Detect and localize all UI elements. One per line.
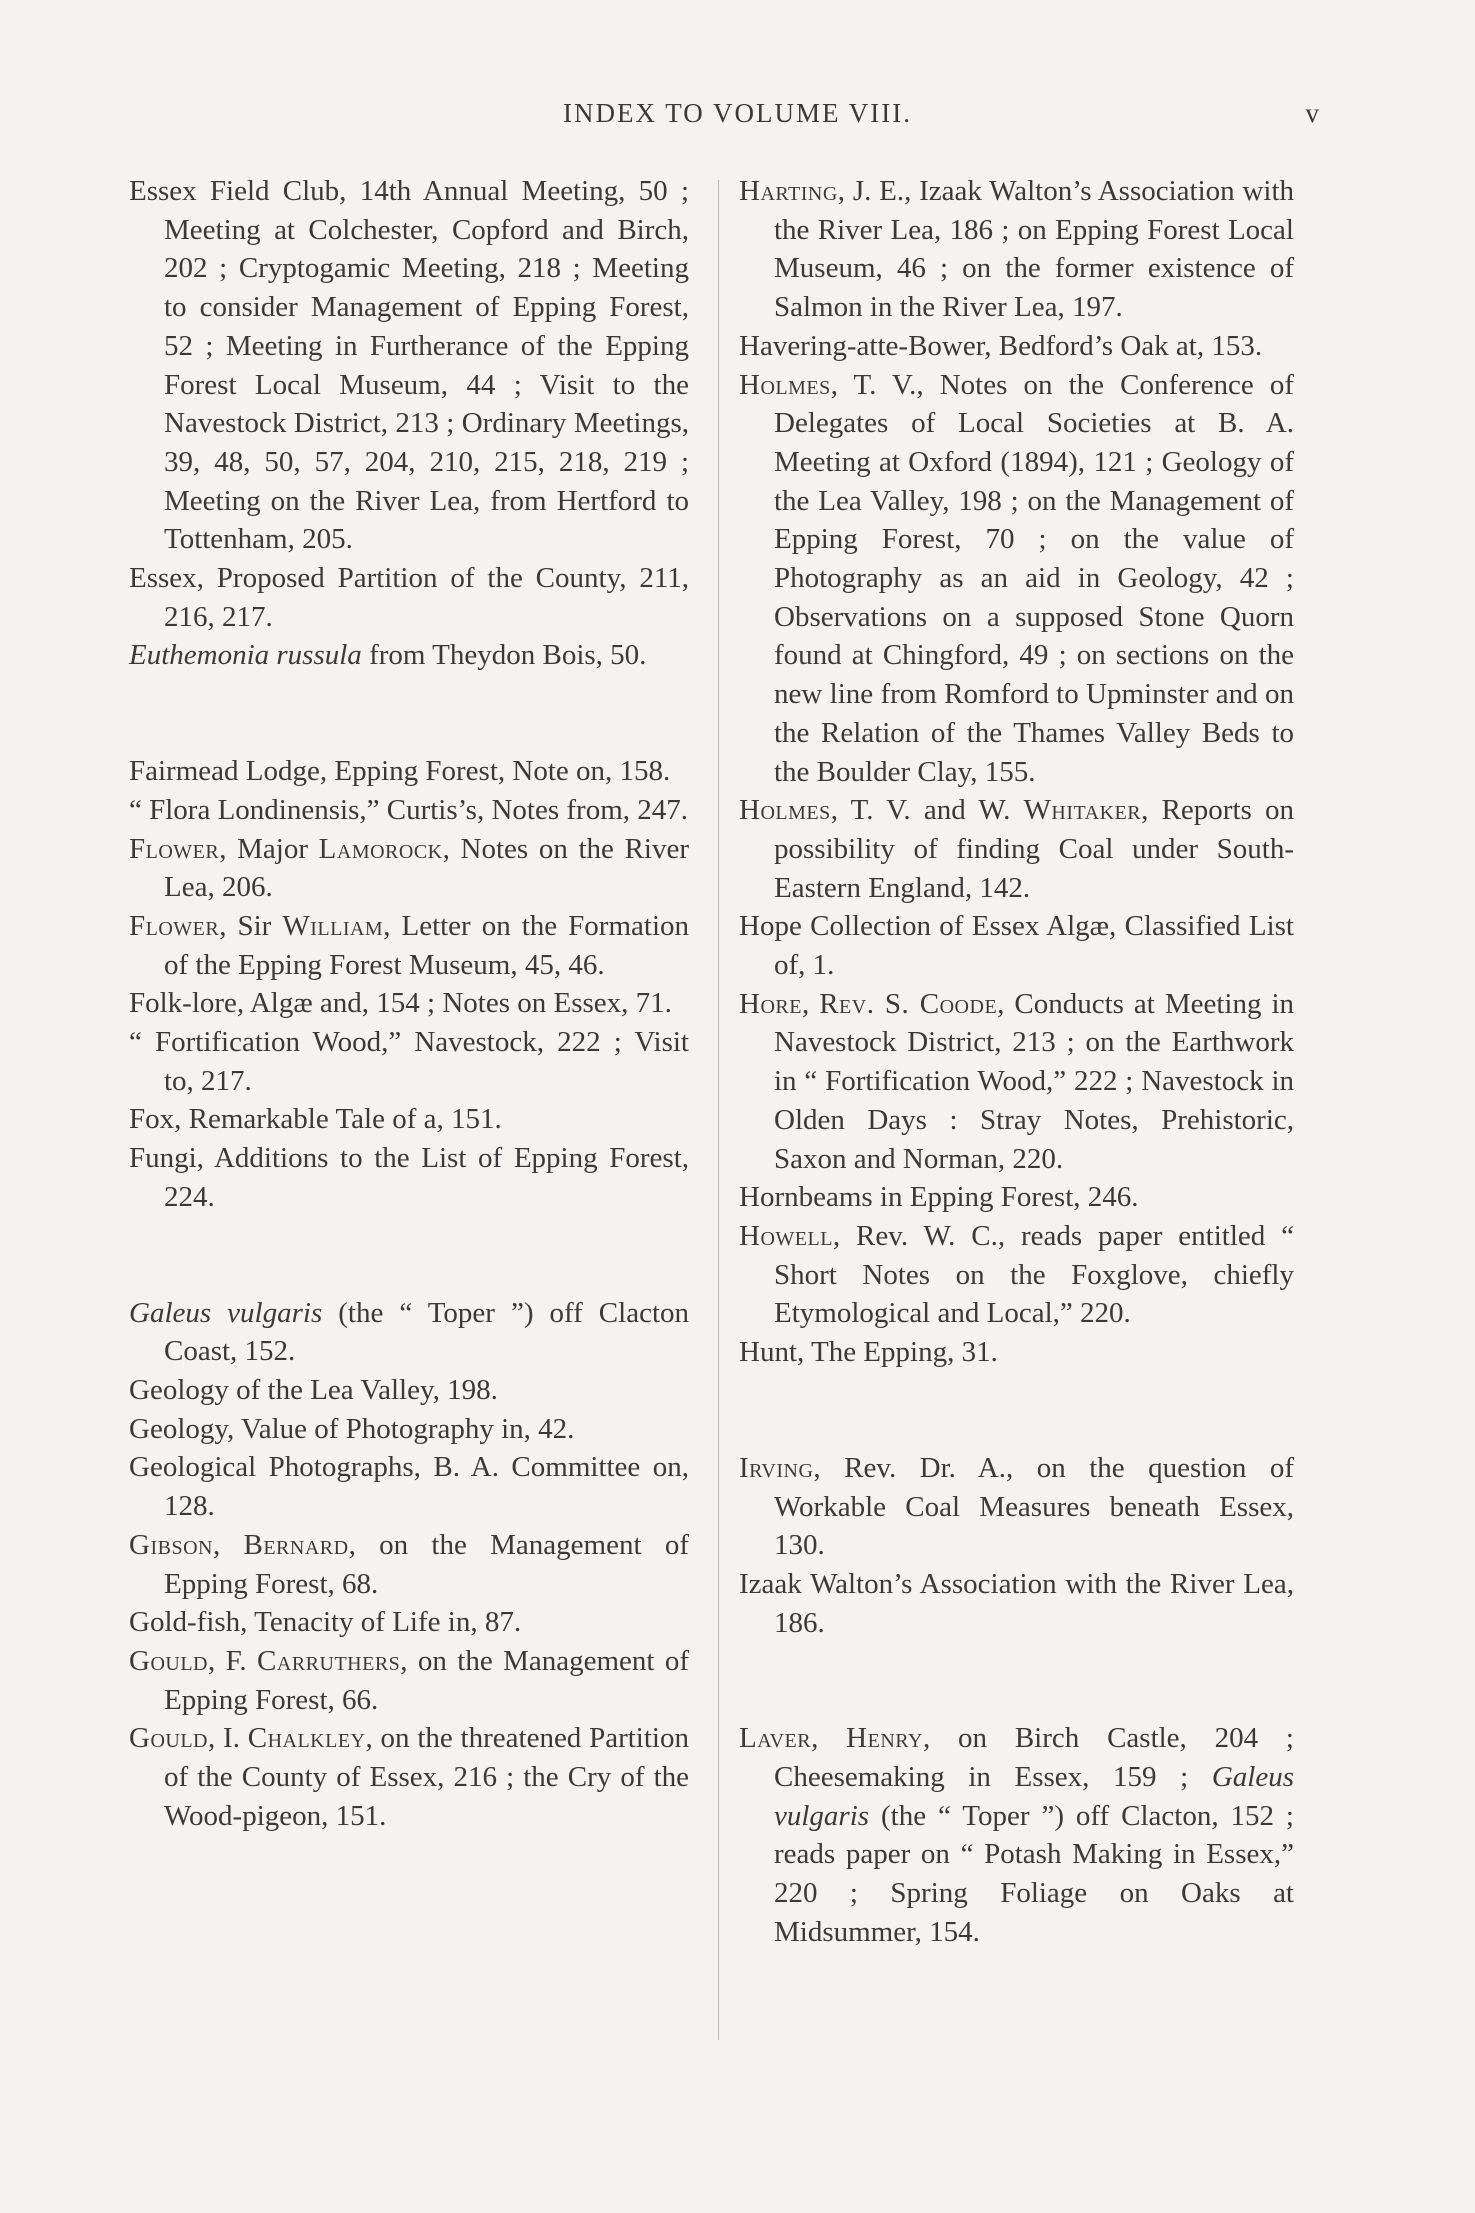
entry-text: , Conducts at Meeting in Navestock District, 213 ; on the Earthwork in “ Fortification Wood,” 222 ; Navestock in Olden Days : Stray Notes, Prehistoric, Saxon and Norman, 220.: [774, 987, 1295, 1175]
entry-text: Gold-fish, Tenacity of Life in, 87.: [129, 1606, 522, 1639]
index-entry: [739, 1178, 1294, 1217]
entry-text: “ Flora Londinensis,” Curtis’s, Notes from, 247.: [129, 793, 689, 826]
index-entry: [739, 1565, 1294, 1642]
entry-text: ,: [212, 1528, 244, 1561]
entry-name: Bernard: [243, 1528, 349, 1561]
section-gap: [129, 1217, 689, 1294]
entry-text: Hunt, The Epping, 31.: [739, 1336, 998, 1369]
index-entry: [739, 907, 1294, 984]
index-entry: [129, 830, 689, 907]
entry-text: (the “ Toper ”) off Clacton, 152 ; reads paper on “ Potash Making in Essex,” 220 ; Spring Foliage on Oaks at Midsummer, 154.: [774, 1799, 1294, 1948]
entry-text: , J. E., Izaak Walton’s Association with the River Lea, 186 ; on Epping Forest Local Museum, 46 ; on the former existence of Salmon in the River Lea, 197.: [774, 175, 1294, 324]
index-entry: [129, 1719, 689, 1835]
entry-text: Havering-atte-Bower, Bedford’s Oak at, 153.: [739, 329, 1263, 362]
entry-name: Henry: [846, 1722, 923, 1755]
entry-text: Fairmead Lodge, Epping Forest, Note on, 158.: [129, 755, 671, 788]
entry-text: , on the Management of Epping Forest, 68.: [164, 1528, 689, 1600]
entry-text: , I.: [208, 1722, 248, 1755]
index-column-right: [739, 172, 1294, 1952]
index-entry: [129, 1526, 689, 1603]
index-entry: [129, 1139, 689, 1216]
index-entry: [129, 1100, 689, 1139]
entry-name: Lamorock: [318, 832, 443, 865]
entry-text: Geological Photographs, B. A. Committee on, 128.: [129, 1451, 689, 1523]
entry-species: Euthemonia russula: [129, 639, 362, 672]
entry-text: , Letter on the Formation of the Epping Forest Museum, 45, 46.: [164, 909, 689, 981]
section-gap: [739, 1372, 1294, 1449]
entry-text: Fox, Remarkable Tale of a, 151.: [129, 1103, 502, 1136]
entry-text: Hornbeams in Epping Forest, 246.: [739, 1181, 1139, 1214]
index-entry: [739, 172, 1294, 327]
index-entry: [739, 1333, 1294, 1372]
index-entry: [129, 907, 689, 984]
index-entry: [739, 366, 1294, 792]
entry-text: , Rev. W. C., reads paper entitled “ Short Notes on the Foxglove, chiefly Etymological and Local,” 220.: [774, 1219, 1294, 1330]
entry-name: Holmes: [739, 368, 831, 401]
entry-name: Hore: [739, 987, 802, 1020]
entry-text: , Notes on the River Lea, 206.: [164, 832, 690, 904]
entry-name: Rev. S. Coode: [819, 987, 998, 1020]
index-entry: [129, 172, 689, 559]
entry-text: , Reports on possibility of finding Coal under South-Eastern England, 142.: [774, 794, 1294, 904]
index-entry: [739, 1719, 1294, 1951]
entry-text: , on the threatened Partition of the County of Essex, 216 ; the Cry of the Wood-pigeon, 151.: [164, 1722, 689, 1832]
entry-name: Howell: [739, 1219, 833, 1252]
entry-species: Galeus vulgaris: [129, 1296, 323, 1329]
entry-name: Laver: [739, 1722, 812, 1755]
entry-name: Carruthers: [257, 1644, 401, 1677]
index-entry: [129, 1448, 689, 1525]
column-divider: [718, 180, 719, 2040]
index-entry: [129, 1642, 689, 1719]
index-entry: [129, 1294, 689, 1371]
index-entry: [129, 1023, 689, 1100]
entry-name: Harting: [739, 175, 838, 207]
entry-text: Hope Collection of Essex Algæ, Classified List of, 1.: [739, 910, 1294, 982]
index-entry: [129, 752, 689, 791]
page-number: v: [1305, 98, 1319, 128]
index-entry: [129, 1603, 689, 1642]
running-title: INDEX TO VOLUME VIII.: [563, 98, 912, 128]
entry-name: Holmes: [739, 794, 831, 827]
entry-text: “ Fortification Wood,” Navestock, 222 ; Visit to, 217.: [129, 1026, 689, 1097]
entry-text: , Sir: [219, 909, 283, 942]
index-entry: [129, 1371, 689, 1410]
entry-name: Gibson: [129, 1528, 213, 1561]
entry-name: Gould: [129, 1644, 208, 1677]
entry-name: Chalkley: [247, 1722, 366, 1755]
entry-species: Galeus vulgaris: [774, 1761, 1294, 1832]
entry-text: , Major: [219, 832, 319, 865]
section-gap: [129, 675, 689, 752]
entry-text: Essex, Proposed Partition of the County, 211, 216, 217.: [129, 562, 689, 633]
entry-name: Gould: [129, 1722, 208, 1755]
index-entry: [739, 327, 1294, 366]
entry-name: Irving: [739, 1451, 814, 1484]
entry-name: William: [282, 909, 384, 942]
entry-name: Whitaker: [1023, 794, 1142, 827]
index-entry: [129, 559, 689, 636]
index-entry: [739, 1449, 1294, 1565]
index-entry: [129, 1410, 689, 1449]
entry-text: , on the Management of Epping Forest, 66.: [164, 1644, 689, 1716]
entry-name: Flower: [129, 909, 220, 942]
entry-text: Essex Field Club, 14th Annual Meeting, 50 ; Meeting at Colchester, Copford and Birch, 202 ; Cryptogamic Meeting, 218 ; Meeting to consider Management of Epping Forest, 52 ; Meeting in Furtherance of the Epping Forest Local Museum, 44 ; Visit to the Navestock District, 213 ; Ordinary Meetings, 39, 48, 50, 57, 204, 210, 215, 218, 219 ; Meeting on the River Lea, from Hertford to Tottenham, 205.: [129, 175, 689, 556]
entry-text: ,: [811, 1722, 847, 1755]
entry-text: Izaak Walton’s Association with the River Lea, 186.: [739, 1567, 1294, 1639]
index-entry: [129, 984, 689, 1023]
entry-text: (the “ Toper ”) off Clacton Coast, 152.: [164, 1296, 689, 1368]
entry-name: Flower: [129, 832, 220, 865]
entry-text: , F.: [208, 1644, 258, 1677]
entry-text: Folk-lore, Algæ and, 154 ; Notes on Essex, 71.: [129, 987, 672, 1020]
index-entry: [739, 985, 1294, 1179]
entry-text: , on Birch Castle, 204 ; Cheesemaking in Essex, 159 ;: [774, 1722, 1294, 1794]
entry-text: from Theydon Bois, 50.: [361, 639, 647, 672]
index-entry: [739, 791, 1294, 907]
entry-text: , T. V. and W.: [830, 794, 1024, 827]
index-entry: [739, 1217, 1294, 1333]
index-column-left: [129, 172, 689, 1835]
section-gap: [739, 1642, 1294, 1719]
index-entry: [129, 636, 689, 675]
index-entry: [129, 791, 689, 830]
entry-text: Geology of the Lea Valley, 198.: [129, 1373, 498, 1406]
entry-text: ,: [801, 987, 820, 1020]
entry-text: Geology, Value of Photography in, 42.: [129, 1412, 575, 1445]
page-header: [0, 98, 1475, 138]
entry-text: Fungi, Additions to the List of Epping Forest, 224.: [129, 1142, 689, 1213]
entry-text: , T. V., Notes on the Conference of Delegates of Local Societies at B. A. Meeting at Oxford (1894), 121 ; Geology of the Lea Valley, 198 ; on the Management of Epping Forest, 70 ; on the value of Photography as an aid in Geology, 42 ; Observations on a supposed Stone Quorn found at Chingford, 49 ; on sections on the new line from Romford to Upminster and on the Relation of the Thames Valley Beds to the Boulder Clay, 155.: [774, 368, 1294, 788]
entry-text: , Rev. Dr. A., on the question of Workable Coal Measures beneath Essex, 130.: [774, 1451, 1294, 1562]
